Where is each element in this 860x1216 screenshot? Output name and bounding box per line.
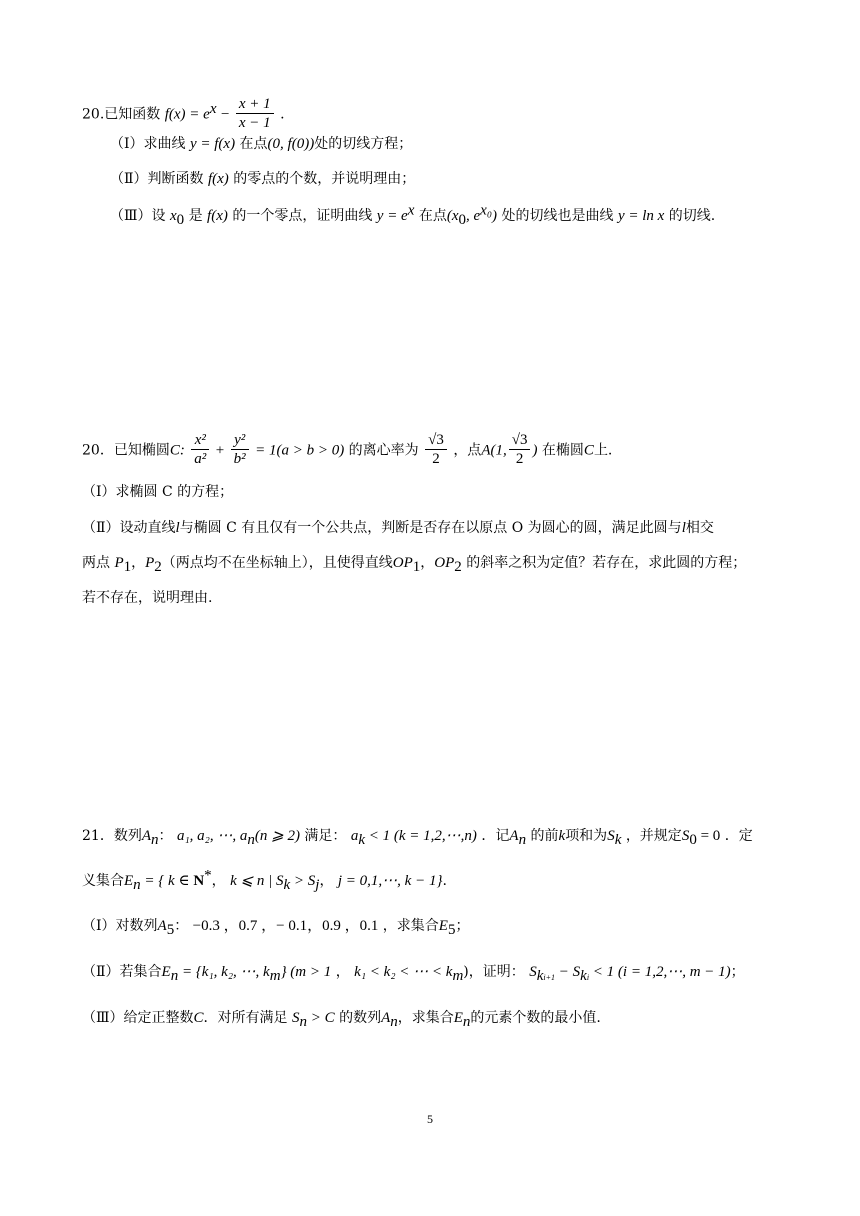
q3-stem-line1: 21．数列$A_n$： a₁, a₂, ⋯, $a_n(n$ ⩾ 2) 满足： $a_k < 1$ (k = 1,2,⋯,n) ．记$A_n$ 的前k项和为$S_k$ ，并规定$S_0 = 0$ ．定 [82, 828, 753, 848]
q3-part2: （Ⅱ）若集合$E_n = \{k_1$, k₂, ⋯, $k_m$} (m > 1 ， k₁ < k₂ < ⋯ < $k_m$)，证明： $S_{ki+1} - S_{ki} < 1$ (i = 1,2,⋯, m − 1)； [82, 964, 745, 984]
q1-part3: （Ⅲ）设 $x_0$ 是 f(x) 的一个零点，证明曲线 $y = e^x$ 在点($x_0$, $e^{x_0}$) 处的切线也是曲线 y = ln x 的切线. [110, 202, 716, 228]
q2-part2-line2: 两点 $P_1$，$P_2$（两点均不在坐标轴上），且使得直线$OP_1$，$OP_2$ 的斜率之积为定值？若存在，求此圆的方程； [82, 555, 747, 575]
q3-part1: （Ⅰ）对数列$A_5$： −0.3 ，0.7 ，− 0.1，0.9 ，0.1 ，求集合$E_5$； [82, 918, 470, 938]
q2-part1: （Ⅰ）求椭圆 C 的方程； [82, 484, 234, 500]
q1-part2: （Ⅱ）判断函数 f(x) 的零点的个数，并说明理由； [110, 171, 416, 187]
q3-stem-line2: 义集合$E_n$ = { k ∈ N*， k ⩽ n | $S_k > S_j$， j = 0,1,⋯, k − 1}. [82, 867, 447, 893]
q1-fraction: $\frac{x + 1}{x - 1}$ [236, 95, 274, 132]
page-number: 5 [427, 1112, 433, 1126]
q2-frac-e: $\frac{√3}{2}$ [425, 431, 447, 468]
q1-part1: （Ⅰ）求曲线 y = f(x) 在点(0, f(0))处的切线方程； [110, 136, 413, 152]
q1-stem: 20.已知函数 $f(x) = e^x$ − $\frac{x + 1}{x - 1}$ . [82, 96, 285, 131]
q2-frac-x: $\frac{\text{x²}}{\text{a²}}$ [191, 431, 209, 468]
q2-part2-line1: （Ⅱ）设动直线l与椭圆 C 有且仅有一个公共点，判断是否存在以原点 O 为圆心的圆，满足此圆与l相交 [82, 520, 714, 536]
q3-part3: （Ⅲ）给定正整数C．对所有满足 $S_n > C$ 的数列$A_n$，求集合$E_n$的元素个数的最小值. [82, 1010, 601, 1030]
q2-frac-a: $\frac{√3}{2}$ [509, 431, 531, 468]
q2-stem: 20．已知椭圆C: $\frac{\text{x²}}{\text{a²}}$ + $\frac{\text{y²}}{\text{b²}}$ = 1(a > b > 0) 的离心率为 $\frac{√3}{2}$ ，点A(1, $\frac{√3}{2}$ ) 在椭圆C上. [82, 432, 613, 467]
q2-frac-y: $\frac{\text{y²}}{\text{b²}}$ [231, 431, 249, 468]
q2-part2-line3: 若不存在，说明理由. [82, 590, 213, 606]
